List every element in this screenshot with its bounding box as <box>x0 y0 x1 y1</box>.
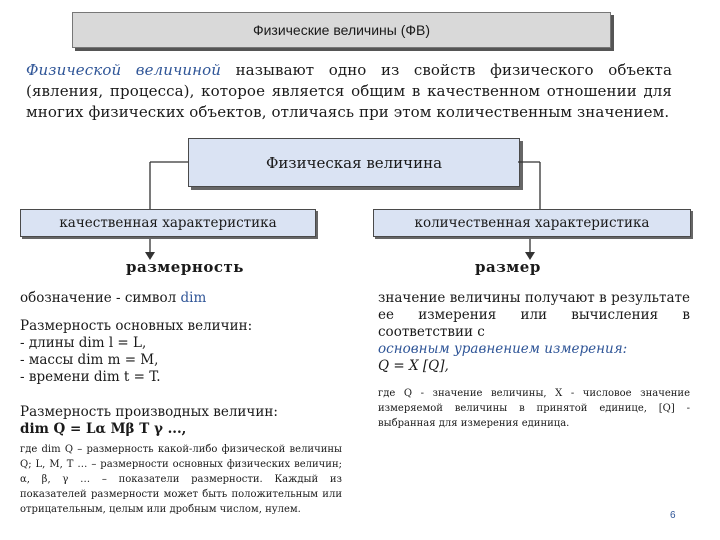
basic-dimension-length: - длины dim l = L, <box>20 335 147 351</box>
basic-measurement-equation-label: основным уравнением измерения: <box>378 341 628 357</box>
notation-symbol: dim <box>180 290 207 306</box>
node-quantitative-characteristic: количественная характеристика <box>373 209 691 237</box>
basic-dimensions-block <box>20 318 340 386</box>
derived-dimensions-block <box>20 404 340 438</box>
basic-dimensions-title: Размерность основных величин: <box>20 318 253 334</box>
equation-note: где Q - значение величины, X - числовое значение измеряемой величины в принятой единице, [Q] - выбранная для измерения единица. <box>378 388 690 429</box>
heading-size: размер <box>475 258 541 276</box>
definition-term: Физической величиной <box>26 61 222 79</box>
dimension-notation <box>20 290 340 307</box>
basic-dimension-time: - времени dim t = T. <box>20 369 161 385</box>
size-value-text: значение величины получают в результате ее измерения или вычисления в соответствии с <box>378 290 690 340</box>
slide-title: Физические величины (ФВ) <box>72 12 611 48</box>
basic-dimension-mass: - массы dim m = M, <box>20 352 159 368</box>
derived-dimensions-title: Размерность производных величин: <box>20 404 278 420</box>
page-number: 6 <box>670 510 676 521</box>
node-qualitative-characteristic: качественная характеристика <box>20 209 316 237</box>
root-node-physical-quantity: Физическая величина <box>188 138 520 187</box>
definition-text: называют одно из свойств физического объекта (явления, процесса), которое является общим в качественном отношении для многих физических объектов, отличаясь при этом количественным значением. <box>26 61 672 121</box>
size-description <box>378 290 690 375</box>
heading-dimension: размерность <box>126 258 244 276</box>
notation-prefix: обозначение - символ <box>20 290 181 306</box>
measurement-equation: Q = X [Q], <box>378 358 449 374</box>
derived-dimension-note: где dim Q – размерность какой-либо физической величины Q; L, M, T … – размерности основных физических величин; α, β, γ … – показатели размерности. Каждый из показателей размерности может быть положительным или отрицательным, целым или дробным числом, нулем. <box>20 444 342 515</box>
derived-dimension-formula: dim Q = Lα Mβ T γ ..., <box>20 421 187 437</box>
